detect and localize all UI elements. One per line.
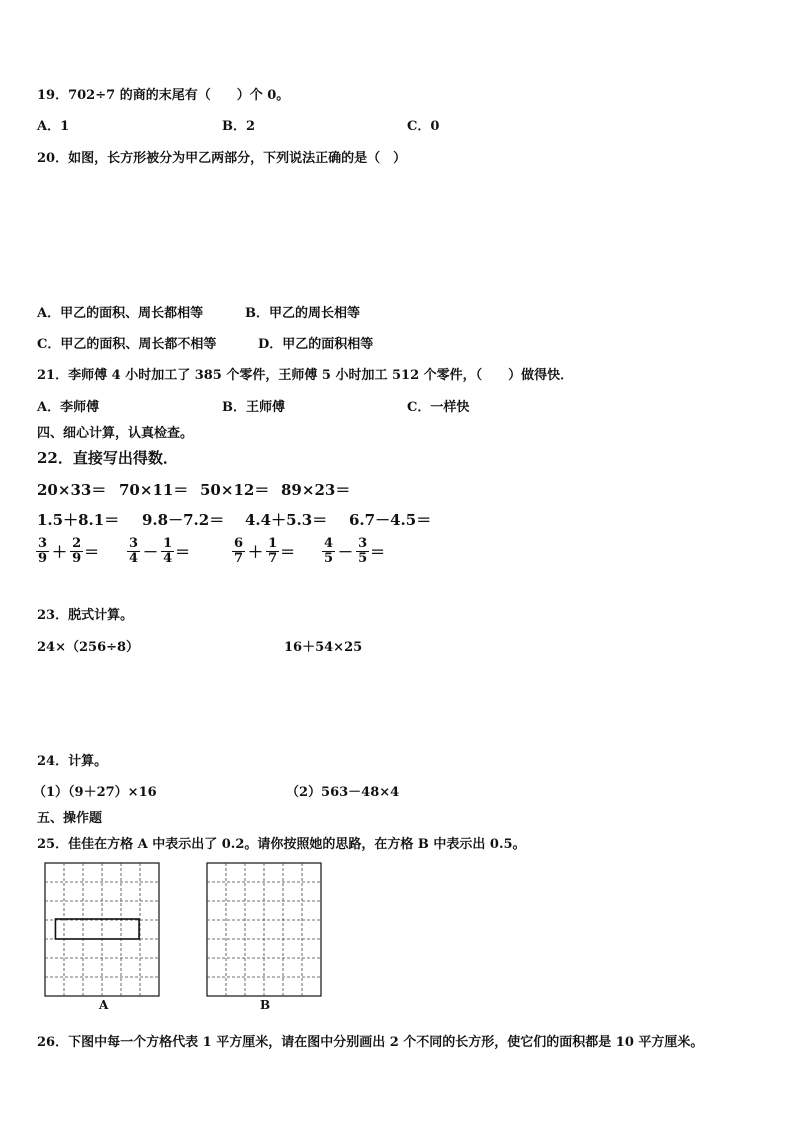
q20-option-d: D．甲乙的面积相等 bbox=[258, 337, 374, 352]
q21-option-c: C．一样快 bbox=[407, 400, 470, 415]
operator: ＋ bbox=[52, 543, 68, 561]
q19-stem: 19．702÷7 的商的末尾有（ ）个 0。 bbox=[37, 88, 290, 103]
fraction: $\frac{2}{9}$ bbox=[72, 536, 82, 566]
equals: ＝ bbox=[280, 543, 296, 561]
q21-option-b: B．王师傅 bbox=[222, 400, 285, 415]
q19-option-c: C．0 bbox=[407, 119, 440, 134]
q20-option-c: C．甲乙的面积、周长都不相等 bbox=[37, 337, 217, 352]
q24-item-2: （2）563－48×4 bbox=[286, 785, 400, 800]
q20-option-a: A．甲乙的面积、周长都相等 bbox=[37, 306, 204, 321]
fraction: $\frac{3}{5}$ bbox=[358, 536, 368, 566]
q22-expr: 4.4＋5.3＝ bbox=[245, 511, 328, 529]
fraction: $\frac{3}{4}$ bbox=[129, 536, 139, 566]
q22-fraction-expr bbox=[231, 537, 295, 566]
equals: ＝ bbox=[175, 543, 191, 561]
q20-stem: 20．如图，长方形被分为甲乙两部分，下列说法正确的是（ ） bbox=[37, 151, 407, 166]
highlighted-region bbox=[55, 919, 139, 939]
grid-a-label: A bbox=[99, 998, 109, 1012]
q22-expr: 1.5＋8.1＝ bbox=[37, 511, 120, 529]
q21-option-a: A．李师傅 bbox=[37, 400, 100, 415]
operator: ＋ bbox=[248, 543, 264, 561]
q22-expr: 20×33＝ bbox=[37, 481, 107, 499]
grid-b[interactable] bbox=[206, 862, 324, 998]
fraction: $\frac{1}{4}$ bbox=[163, 536, 173, 566]
q24-stem: 24．计算。 bbox=[37, 754, 108, 769]
equals: ＝ bbox=[84, 543, 100, 561]
section-5-heading: 五、操作题 bbox=[37, 811, 103, 826]
q19-option-b: B．2 bbox=[222, 119, 256, 134]
grid-a bbox=[44, 862, 162, 998]
q23-item-1: 24×（256÷8） bbox=[37, 640, 140, 655]
q22-fraction-expr bbox=[321, 537, 385, 566]
q23-stem: 23．脱式计算。 bbox=[37, 608, 134, 623]
q20-option-b: B．甲乙的周长相等 bbox=[245, 306, 360, 321]
equals: ＝ bbox=[370, 543, 386, 561]
q22-expr: 50×12＝ bbox=[200, 481, 270, 499]
fraction: $\frac{1}{7}$ bbox=[268, 536, 278, 566]
grid-b-label: B bbox=[260, 998, 271, 1012]
q22-stem: 22．直接写出得数． bbox=[37, 449, 178, 467]
q26-stem: 26．下图中每一个方格代表 1 平方厘米，请在图中分别画出 2 个不同的长方形，使它们的面积都是 10 平方厘米。 bbox=[37, 1035, 704, 1050]
operator: － bbox=[143, 543, 159, 561]
fraction: $\frac{3}{9}$ bbox=[38, 536, 48, 566]
q22-fraction-expr bbox=[35, 537, 99, 566]
fraction: $\frac{4}{5}$ bbox=[324, 536, 334, 566]
q22-expr: 70×11＝ bbox=[119, 481, 189, 499]
section-4-heading: 四、细心计算，认真检查。 bbox=[37, 426, 194, 441]
q25-stem: 25．佳佳在方格 A 中表示出了 0.2。请你按照她的思路，在方格 B 中表示出 0.5。 bbox=[37, 837, 526, 852]
q23-item-2: 16＋54×25 bbox=[284, 640, 363, 655]
q22-expr: 9.8－7.2＝ bbox=[142, 511, 225, 529]
q22-fraction-expr bbox=[126, 537, 190, 566]
operator: － bbox=[338, 543, 354, 561]
q19-option-a: A．1 bbox=[37, 119, 70, 134]
q22-expr: 6.7－4.5＝ bbox=[349, 511, 432, 529]
fraction: $\frac{6}{7}$ bbox=[234, 536, 244, 566]
q21-stem: 21．李师傅 4 小时加工了 385 个零件，王师傅 5 小时加工 512 个零件，（ ）做得快． bbox=[37, 368, 574, 383]
q24-item-1: （1）（9＋27）×16 bbox=[33, 785, 157, 800]
q22-expr: 89×23＝ bbox=[281, 481, 351, 499]
